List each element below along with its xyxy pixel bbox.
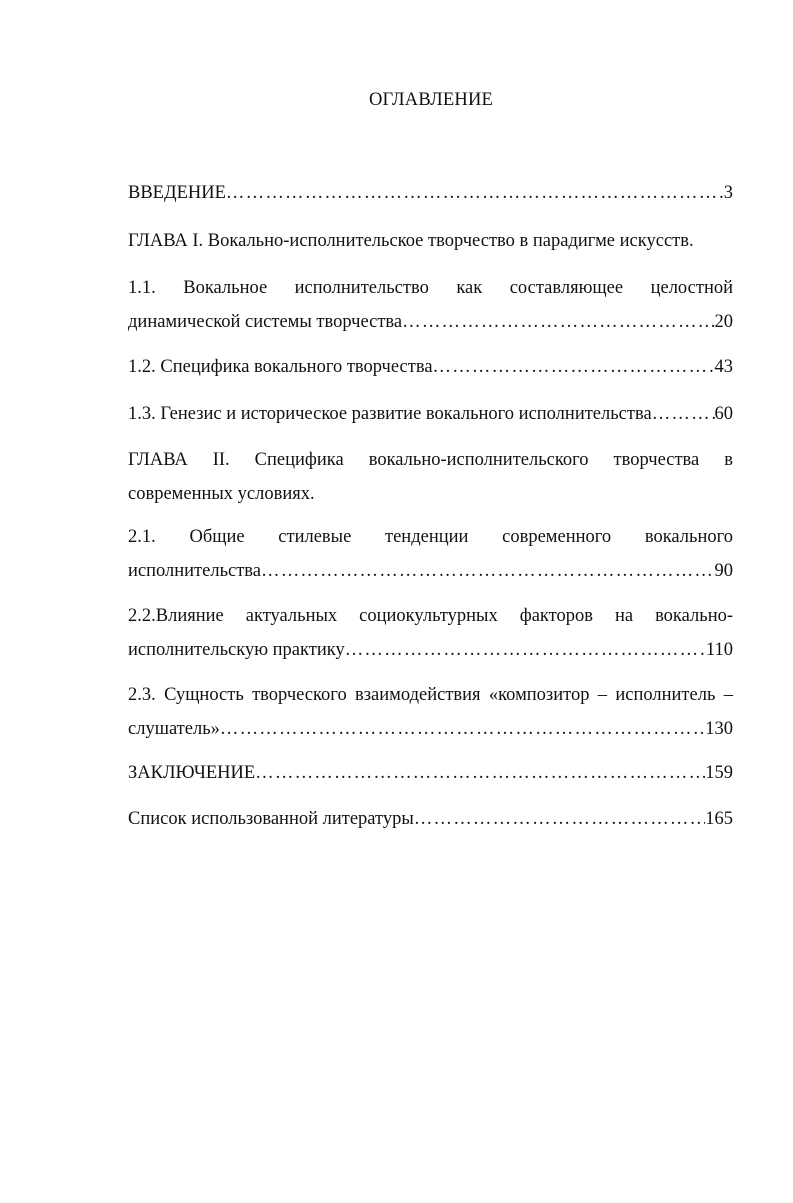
toc-word: тенденции: [385, 527, 469, 547]
toc-word: стилевые: [278, 527, 352, 547]
toc-entry-2-1: [128, 520, 733, 588]
toc-word: творческого: [252, 685, 347, 705]
toc-entry-label: 1.3. Генезис и историческое развитие вокального исполнительства: [128, 404, 652, 424]
toc-word: вокального: [644, 527, 733, 547]
toc-entry-2-3: [128, 678, 733, 746]
toc-page-number: 20: [714, 312, 733, 332]
toc-word: актуальных: [245, 606, 338, 626]
toc-entry-label: исполнительства: [128, 561, 262, 581]
toc-entry-label: 1.2. Специфика вокального творчества: [128, 357, 433, 377]
toc-entry-label: ЗАКЛЮЧЕНИЕ: [128, 763, 256, 783]
toc-entry-2-2: [128, 599, 733, 667]
dot-leader: [345, 633, 706, 667]
toc-word: «композитор: [488, 685, 590, 705]
toc-word: Вокальное: [183, 278, 268, 298]
toc-entry-label: Список использованной литературы: [128, 809, 414, 829]
toc-word: современного: [502, 527, 612, 547]
toc-page-number: 130: [705, 719, 733, 739]
toc-entry-first-line: [128, 678, 733, 712]
toc-entry-label: динамической системы творчества: [128, 312, 403, 332]
toc-page-number: 60: [714, 404, 733, 424]
toc-word: вокально-исполнительского: [368, 450, 589, 470]
dot-leader: [652, 397, 715, 431]
toc-entry-1-2: [128, 350, 733, 384]
toc-page-number: 43: [714, 357, 733, 377]
page-title: ОГЛАВЛЕНИЕ: [368, 90, 494, 110]
toc-entry-label: ГЛАВА I. Вокально-исполнительское творчество в парадигме искусств.: [128, 231, 694, 251]
toc-word: 2.2.Влияние: [128, 606, 224, 626]
dot-leader: [261, 554, 714, 588]
toc-entry-1-1: [128, 271, 733, 339]
toc-word: в: [724, 450, 733, 470]
toc-word: Общие: [189, 527, 245, 547]
toc-entry-label: ВВЕДЕНИЕ: [128, 183, 226, 203]
dot-leader: [414, 802, 705, 836]
toc-word: 2.1.: [128, 527, 156, 547]
toc-entry-first-line: [128, 599, 733, 633]
dot-leader: [226, 176, 724, 210]
toc-word: составляющее: [509, 278, 624, 298]
toc-word: 1.1.: [128, 278, 156, 298]
dot-leader: [220, 712, 705, 746]
toc-word: Сущность: [164, 685, 244, 705]
toc-entry-introduction: [128, 176, 733, 210]
toc-entry-conclusion: [128, 756, 733, 790]
toc-entry-label: слушатель»: [128, 719, 220, 739]
toc-entry-bibliography: [128, 802, 733, 836]
toc-word: –: [597, 685, 608, 705]
toc-word: –: [723, 685, 733, 705]
dot-leader: [255, 756, 705, 790]
toc-entry-first-line: [128, 271, 733, 305]
toc-word: исполнитель: [615, 685, 716, 705]
toc-word: социокультурных: [359, 606, 498, 626]
toc-entry-label: современных условиях.: [128, 484, 315, 504]
toc-word: Специфика: [254, 450, 344, 470]
dot-leader: [402, 305, 714, 339]
toc-entry-chapter-2: [128, 443, 733, 511]
toc-page-number: 165: [705, 809, 733, 829]
toc-word: вокально-: [655, 606, 733, 626]
toc-word: на: [614, 606, 634, 626]
toc-entry-first-line: [128, 443, 733, 477]
toc-entry-chapter-1: [128, 224, 733, 258]
toc-word: исполнительство: [294, 278, 429, 298]
dot-leader: [433, 350, 715, 384]
toc-entry-first-line: [128, 520, 733, 554]
toc-word: как: [456, 278, 483, 298]
toc-word: 2.3.: [128, 685, 156, 705]
toc-word: ГЛАВА: [128, 450, 188, 470]
toc-word: творчества: [613, 450, 700, 470]
toc-word: II.: [212, 450, 230, 470]
toc-entry-label: исполнительскую практику: [128, 640, 345, 660]
toc-word: факторов: [519, 606, 593, 626]
toc-word: взаимодействия: [355, 685, 481, 705]
toc-page-number: 3: [723, 183, 733, 203]
toc-word: целостной: [650, 278, 733, 298]
toc-page-number: 90: [714, 561, 733, 581]
toc-page-number: 159: [705, 763, 733, 783]
toc-entry-1-3: [128, 397, 733, 431]
toc-page-number: 110: [705, 640, 733, 660]
